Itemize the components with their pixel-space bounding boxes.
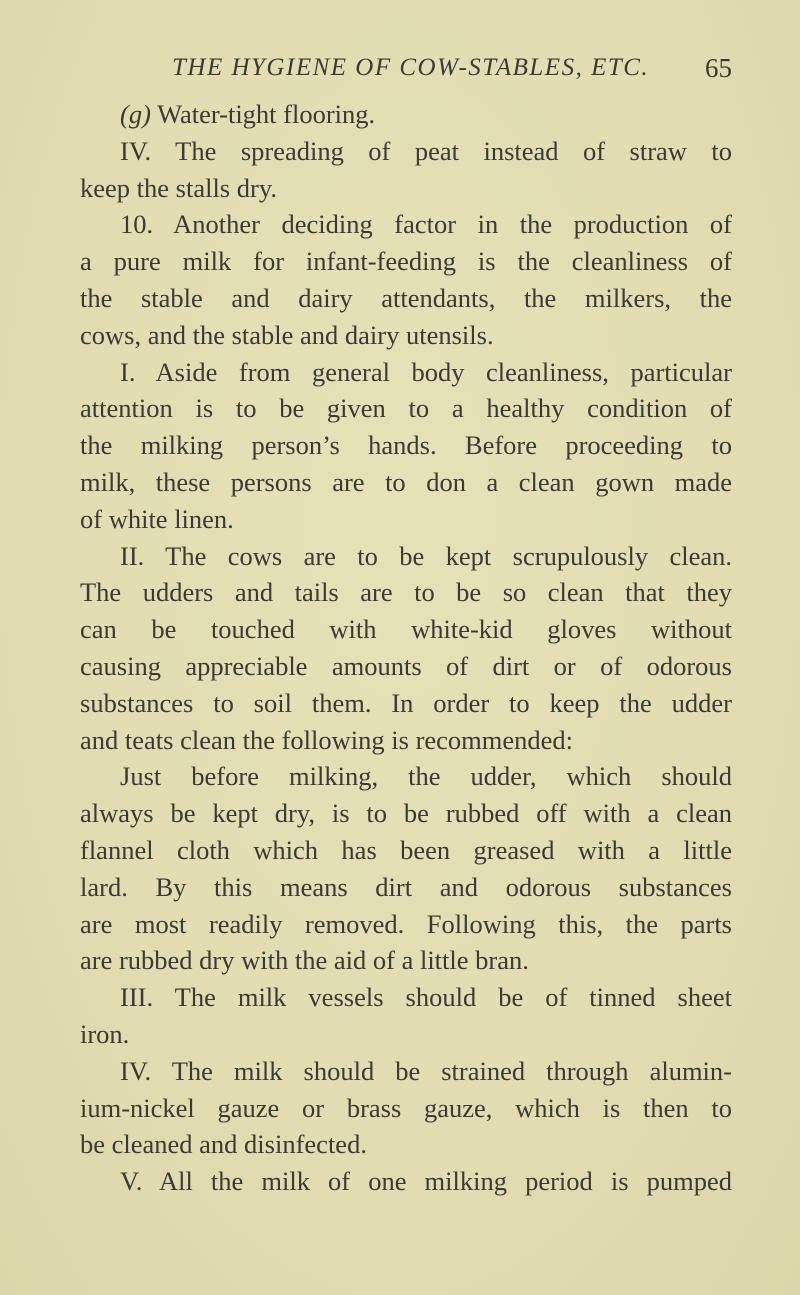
text-line: of white linen. xyxy=(80,503,234,534)
running-title: THE HYGIENE OF COW-STABLES, ETC. xyxy=(172,54,650,81)
text-line: the milking person’s hands. Before proceeding to xyxy=(80,430,732,461)
text-line: always be kept dry, is to be rubbed off with a clean xyxy=(80,798,732,829)
text-line: can be touched with white-kid gloves without xyxy=(80,614,732,645)
text-line: lard. By this means dirt and odorous substances xyxy=(80,871,732,902)
text-line: milk, these persons are to don a clean gown made xyxy=(80,466,732,497)
text-line: flannel cloth which has been greased with a little xyxy=(80,834,732,865)
text-line: be cleaned and disinfected. xyxy=(80,1129,367,1160)
text-line: are rubbed dry with the aid of a little bran. xyxy=(80,945,529,976)
text-line xyxy=(80,96,732,133)
text-line: ium-nickel gauze or brass gauze, which is then to xyxy=(80,1092,732,1123)
text-line: iron. xyxy=(80,1018,130,1049)
text-line: II. The cows are to be kept scrupulously clean. xyxy=(120,540,732,571)
text-line: 10. Another deciding factor in the production of xyxy=(120,209,732,240)
text-line: attention is to be given to a healthy condition of xyxy=(80,393,732,424)
text-line: V. All the milk of one milking period is pumped xyxy=(120,1166,732,1197)
text-line: Just before milking, the udder, which should xyxy=(120,761,732,792)
list-label: (g) xyxy=(120,99,151,129)
text-line: IV. The spreading of peat instead of straw to xyxy=(120,135,732,166)
text-line: cows, and the stable and dairy utensils. xyxy=(80,319,494,350)
text-line: causing appreciable amounts of dirt or of odorous xyxy=(80,650,732,681)
page-number: 65 xyxy=(705,53,732,83)
text-line: The udders and tails are to be so clean that they xyxy=(80,577,732,608)
text-line: III. The milk vessels should be of tinned sheet xyxy=(120,982,732,1013)
text-line: a pure milk for infant-feeding is the cleanliness of xyxy=(80,246,732,277)
text-line: I. Aside from general body cleanliness, particular xyxy=(120,356,732,387)
text-line: keep the stalls dry. xyxy=(80,172,277,203)
text-line: substances to soil them. In order to keep the udder xyxy=(80,687,732,718)
body-text xyxy=(80,96,732,1200)
text-line-content: Water-tight flooring. xyxy=(157,99,376,129)
text-line: the stable and dairy attendants, the milkers, the xyxy=(80,282,732,313)
text-line: and teats clean the following is recommended: xyxy=(80,724,574,755)
text-line: IV. The milk should be strained through alumin- xyxy=(120,1055,732,1086)
text-line: are most readily removed. Following this, the parts xyxy=(80,908,732,939)
running-head xyxy=(172,48,732,88)
